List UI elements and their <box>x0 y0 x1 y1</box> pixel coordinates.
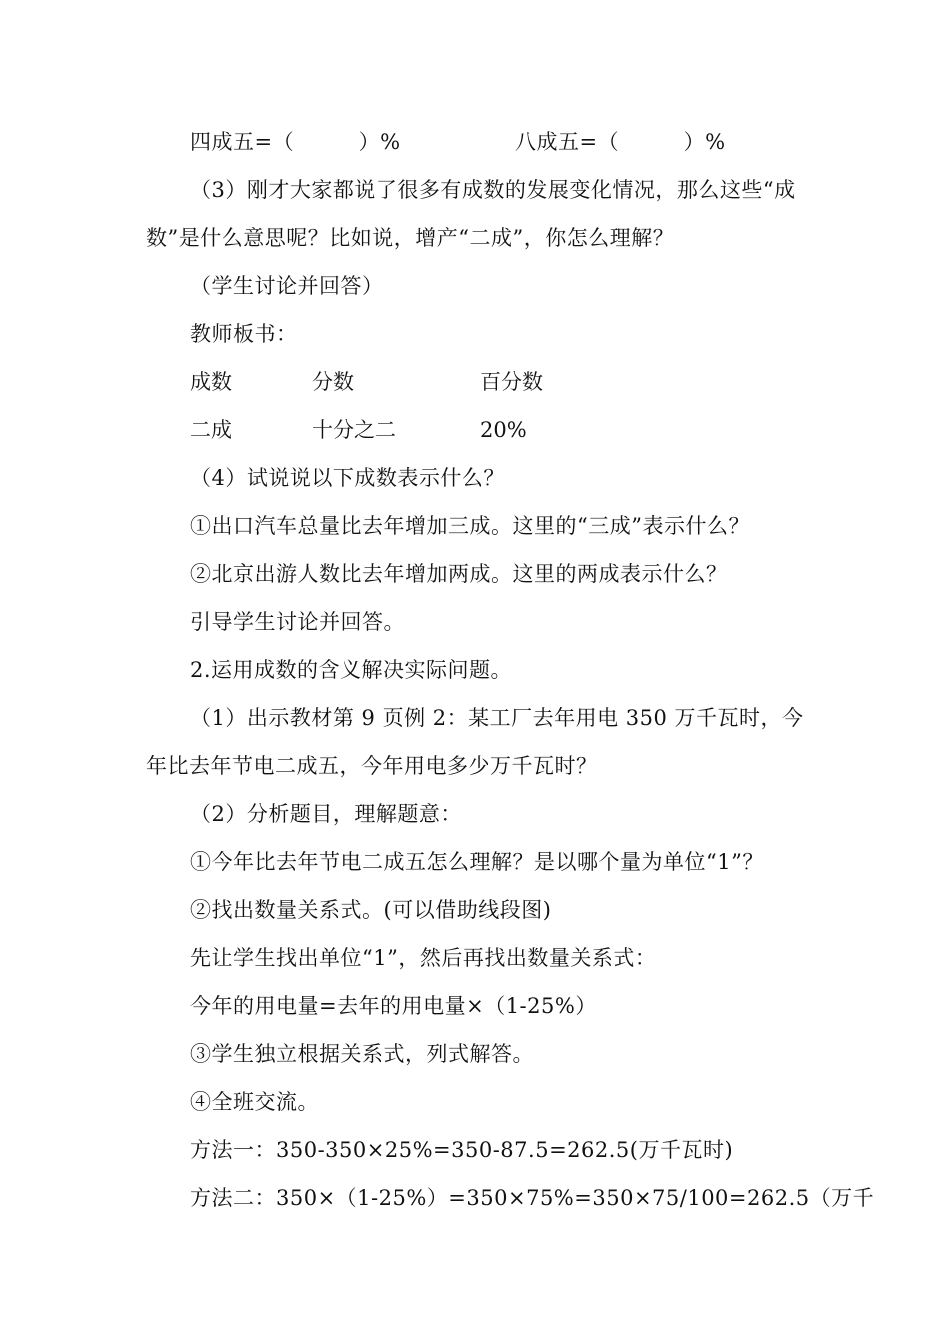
find-unit-note: 先让学生找出单位“1”，然后再找出数量关系式： <box>190 946 657 970</box>
paragraph-4: （4）试说说以下成数表示什么？ <box>190 466 505 490</box>
analysis-step-4: ④全班交流。 <box>190 1090 319 1114</box>
board-header-cheng: 成数 <box>190 370 232 394</box>
board-header-percent: 百分数 <box>480 370 543 394</box>
board-header-fraction: 分数 <box>312 370 354 394</box>
example-2-line-2: 年比去年节电二成五，今年用电多少万千瓦时？ <box>146 754 598 778</box>
analysis-step-1: ①今年比去年节电二成五怎么理解？是以哪个量为单位“1”？ <box>190 850 764 874</box>
board-cell-percent: 20% <box>480 418 527 442</box>
analysis-step-2: ②找出数量关系式。(可以借助线段图) <box>190 898 552 922</box>
paragraph-3-line-2: 数”是什么意思呢？比如说，增产“二成”，你怎么理解？ <box>146 226 675 250</box>
teacher-board-label: 教师板书： <box>190 322 298 346</box>
fill-blank-four-cheng-five: 四成五=（ ）% <box>190 130 401 154</box>
student-discussion-note: （学生讨论并回答） <box>190 274 384 298</box>
relation-formula: 今年的用电量=去年的用电量×（1-25%） <box>190 994 597 1018</box>
paragraph-3-line-1: （3）刚才大家都说了很多有成数的发展变化情况，那么这些“成 <box>190 178 796 202</box>
question-1: ①出口汽车总量比去年增加三成。这里的“三成”表示什么？ <box>190 514 750 538</box>
guide-note: 引导学生讨论并回答。 <box>190 610 405 634</box>
analysis-heading: （2）分析题目，理解题意： <box>190 802 462 826</box>
method-1: 方法一：350-350×25%=350-87.5=262.5(万千瓦时) <box>190 1138 734 1162</box>
analysis-step-3: ③学生独立根据关系式，列式解答。 <box>190 1042 534 1066</box>
method-2: 方法二：350×（1-25%）=350×75%=350×75/100=262.5（万千 <box>190 1186 875 1210</box>
section-2-heading: 2.运用成数的含义解决实际问题。 <box>190 658 513 682</box>
fill-blank-eight-cheng-five: 八成五=（ ）% <box>515 130 726 154</box>
board-cell-cheng: 二成 <box>190 418 232 442</box>
question-2: ②北京出游人数比去年增加两成。这里的两成表示什么？ <box>190 562 728 586</box>
board-cell-fraction: 十分之二 <box>312 418 396 442</box>
example-2-line-1: （1）出示教材第 9 页例 2：某工厂去年用电 350 万千瓦时，今 <box>190 706 804 730</box>
